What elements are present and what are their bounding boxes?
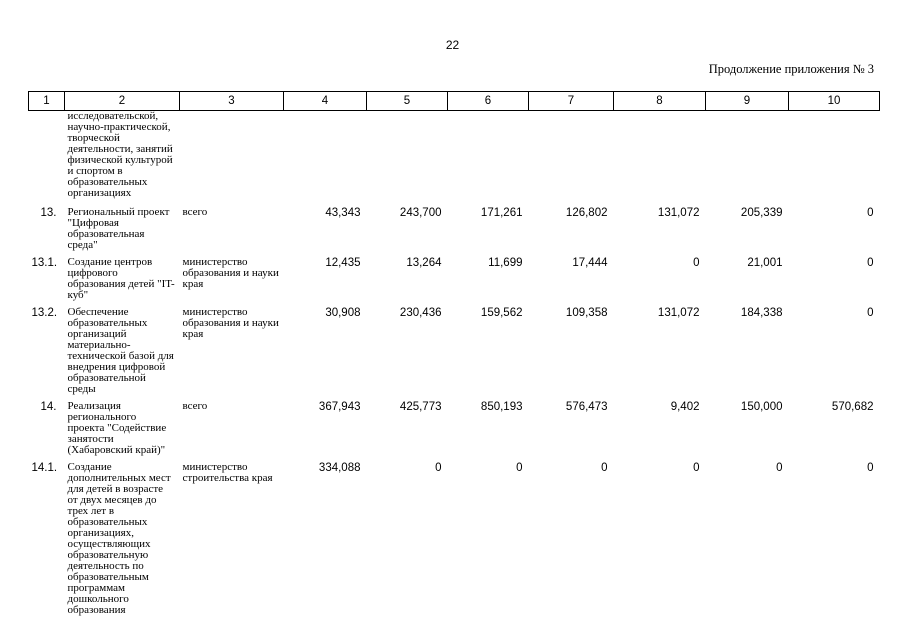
header-cell: 1 <box>29 92 65 111</box>
row-executor: всего <box>182 400 208 412</box>
row-name: Региональный проект "Цифровая образовательная среда" <box>67 206 170 251</box>
value-cell: 230,436 <box>399 307 442 319</box>
value-cell: 159,562 <box>480 307 523 319</box>
value-cell: 0 <box>601 462 608 474</box>
table-row <box>29 207 880 257</box>
value-cell: 131,072 <box>657 207 700 219</box>
header-cell: 10 <box>789 92 880 111</box>
row-executor: министерство строительства края <box>182 461 273 484</box>
value-cell: 171,261 <box>480 207 523 219</box>
row-name: Реализация регионального проекта "Содействие занятости (Хабаровский край)" <box>67 400 167 456</box>
value-cell: 576,473 <box>565 401 608 413</box>
row-number: 14.1. <box>31 462 58 474</box>
value-cell: 13,264 <box>406 257 442 269</box>
header-cell: 6 <box>448 92 529 111</box>
row-name: исследовательской, научно-практической, творческой деятельности, занятий физической культурой и спортом в образовательных организациях <box>67 110 173 199</box>
value-cell: 0 <box>435 462 442 474</box>
value-cell: 109,358 <box>565 307 608 319</box>
header-cell: 9 <box>706 92 789 111</box>
value-cell: 150,000 <box>740 401 783 413</box>
table-row <box>29 462 880 616</box>
row-executor: министерство образования и науки края <box>182 256 279 290</box>
value-cell: 0 <box>867 462 874 474</box>
header-cell: 5 <box>367 92 448 111</box>
value-cell: 850,193 <box>480 401 523 413</box>
row-executor: министерство образования и науки края <box>182 306 279 340</box>
value-cell: 9,402 <box>670 401 700 413</box>
budget-table <box>28 91 880 616</box>
value-cell: 0 <box>867 207 874 219</box>
value-cell: 131,072 <box>657 307 700 319</box>
header-cell: 4 <box>284 92 367 111</box>
row-executor: всего <box>182 206 208 218</box>
row-name: Обеспечение образовательных организаций материально-технической базой для внедрения цифровой образовательной среды <box>67 306 174 395</box>
header-cell: 8 <box>614 92 706 111</box>
value-cell: 11,699 <box>488 257 523 269</box>
row-number: 13. <box>40 207 57 219</box>
value-cell: 43,343 <box>325 207 361 219</box>
value-cell: 21,001 <box>747 257 783 269</box>
value-cell: 334,088 <box>318 462 361 474</box>
row-number: 13.2. <box>31 307 58 319</box>
table-row <box>29 401 880 462</box>
value-cell: 0 <box>693 462 700 474</box>
header-cell: 3 <box>180 92 284 111</box>
value-cell: 126,802 <box>565 207 608 219</box>
row-name: Создание центров цифрового образования детей "IT-куб" <box>67 256 175 301</box>
header-row <box>29 92 880 111</box>
value-cell: 0 <box>867 257 874 269</box>
value-cell: 12,435 <box>325 257 361 269</box>
value-cell: 0 <box>776 462 783 474</box>
value-cell: 570,682 <box>831 401 874 413</box>
table-row <box>29 307 880 401</box>
row-name: Создание дополнительных мест для детей в возрасте от двух месяцев до трех лет в образовательных организациях, осуществляющих образовательную деятельность по образовательным программам дошкольного образования <box>67 461 171 616</box>
value-cell: 0 <box>693 257 700 269</box>
header-cell: 7 <box>529 92 614 111</box>
table-row <box>29 111 880 208</box>
value-cell: 0 <box>516 462 523 474</box>
value-cell: 184,338 <box>740 307 783 319</box>
value-cell: 205,339 <box>740 207 783 219</box>
continuation-label: Продолжение приложения № 3 <box>708 62 874 76</box>
header-cell: 2 <box>65 92 180 111</box>
page-number: 22 <box>445 38 460 52</box>
value-cell: 17,444 <box>572 257 608 269</box>
value-cell: 30,908 <box>325 307 361 319</box>
value-cell: 367,943 <box>318 401 361 413</box>
value-cell: 425,773 <box>399 401 442 413</box>
value-cell: 243,700 <box>399 207 442 219</box>
value-cell: 0 <box>867 307 874 319</box>
row-number: 13.1. <box>31 257 58 269</box>
table-row <box>29 257 880 307</box>
row-number: 14. <box>40 401 57 413</box>
